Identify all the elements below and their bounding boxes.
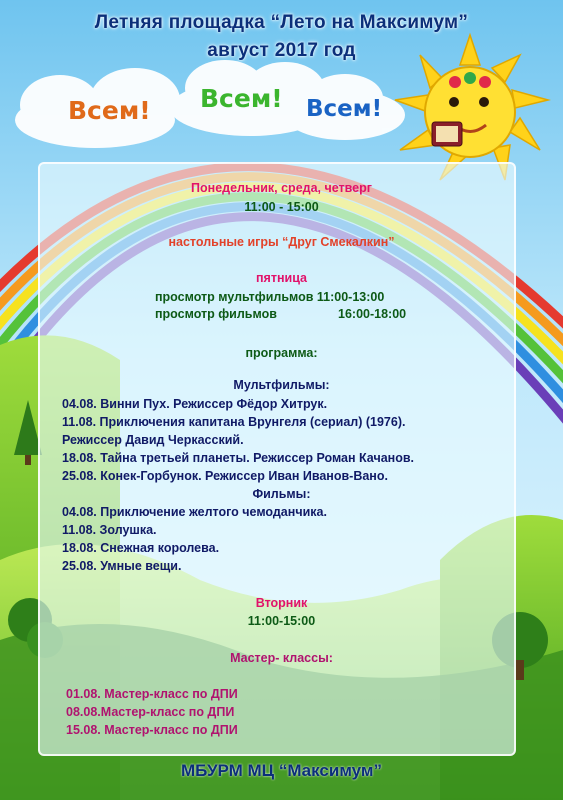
organization-footer: МБУРМ МЦ “Максимум” [180,761,382,780]
program-heading: программа: [245,346,318,360]
cloud-label-3: Всем! [306,96,383,122]
list-item: Режиссер Давид Черкасский. [62,433,244,447]
list-item: 01.08. Мастер-класс по ДПИ [66,687,238,701]
page-subtitle: август 2017 год [207,40,356,61]
page-title: Летняя площадка “Лето на Максимум” [94,12,469,33]
tuesday-time: 11:00-15:00 [247,614,316,628]
list-item: 18.08. Снежная королева. [62,541,220,555]
tuesday-heading: Вторник [255,596,308,610]
days-time: 11:00 - 15:00 [244,200,319,214]
films-show-time: 16:00-18:00 [338,307,407,321]
cartoons-heading: Мультфильмы: [233,378,330,392]
board-games-text: настольные игры “Друг Смекалкин” [168,235,395,249]
list-item: 15.08. Мастер-класс по ДПИ [66,723,238,737]
list-item: 04.08. Приключение желтого чемоданчика. [62,505,327,519]
list-item: 18.08. Тайна третьей планеты. Режиссер Роман Качанов. [62,451,414,465]
friday-heading: пятница [256,271,307,285]
cartoons-show-text: просмотр мультфильмов 11:00-13:00 [155,290,385,304]
films-heading: Фильмы: [252,487,311,501]
days-heading: Понедельник, среда, четверг [191,181,372,195]
cloud-label-2: Всем! [200,84,283,113]
films-show-text: просмотр фильмов [155,307,277,321]
list-item: 25.08. Конек-Горбунок. Режиссер Иван Иванов-Вано. [62,469,388,483]
list-item: 08.08.Мастер-класс по ДПИ [66,705,235,719]
list-item: 11.08. Приключения капитана Врунгеля (сериал) (1976). [62,415,406,429]
list-item: 25.08. Умные вещи. [62,559,182,573]
master-classes-heading: Мастер- классы: [230,651,333,665]
list-item: 11.08. Золушка. [62,523,157,537]
cloud-label-1: Всем! [68,96,151,125]
list-item: 04.08. Винни Пух. Режиссер Фёдор Хитрук. [62,397,328,411]
